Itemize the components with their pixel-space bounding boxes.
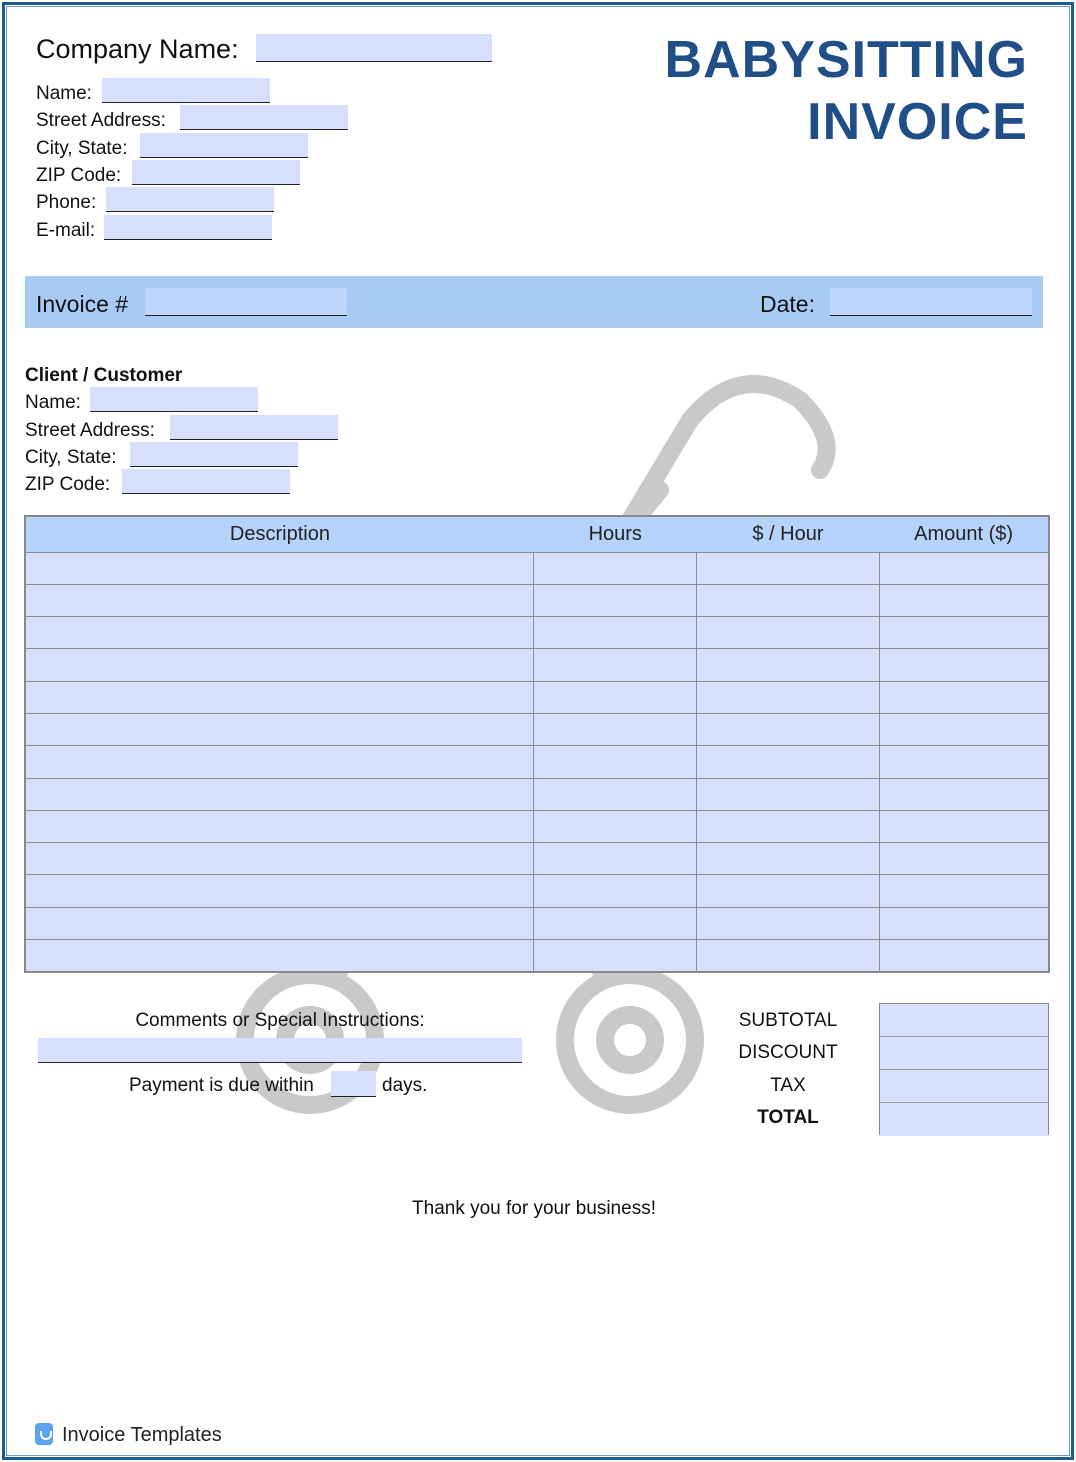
amount-cell[interactable] (879, 940, 1049, 972)
client-city-label: City, State: (25, 447, 117, 468)
hours-cell[interactable] (534, 617, 697, 649)
company-city-label: City, State: (36, 138, 128, 159)
amount-cell[interactable] (879, 810, 1049, 842)
tax-label: TAX (770, 1075, 806, 1096)
amount-cell[interactable] (879, 552, 1049, 584)
amount-cell[interactable] (879, 584, 1049, 616)
invoice-title-line2: INVOICE (807, 93, 1028, 151)
rate-cell[interactable] (697, 713, 880, 745)
line-items-table (24, 515, 1050, 973)
amount-cell[interactable] (879, 746, 1049, 778)
company-name-field[interactable] (256, 34, 492, 62)
table-row (25, 907, 1049, 939)
table-row (25, 552, 1049, 584)
rate-cell[interactable] (697, 552, 880, 584)
hours-cell[interactable] (534, 681, 697, 713)
company-zip-field[interactable] (132, 160, 300, 185)
company-zip-label: ZIP Code: (36, 165, 122, 186)
description-cell[interactable] (25, 649, 534, 681)
hours-cell[interactable] (534, 810, 697, 842)
payment-days-field[interactable] (331, 1071, 376, 1097)
comments-field[interactable] (38, 1038, 522, 1063)
hours-cell[interactable] (534, 875, 697, 907)
amount-cell[interactable] (879, 617, 1049, 649)
description-cell[interactable] (25, 843, 534, 875)
payment-due-suffix: days. (382, 1075, 428, 1096)
header-rate: $ / Hour (697, 516, 880, 552)
rate-cell[interactable] (697, 617, 880, 649)
description-cell[interactable] (25, 617, 534, 649)
description-cell[interactable] (25, 746, 534, 778)
header-description: Description (25, 516, 534, 552)
subtotal-label: SUBTOTAL (738, 1010, 838, 1031)
table-row (25, 681, 1049, 713)
hours-cell[interactable] (534, 843, 697, 875)
company-street-label: Street Address: (36, 110, 166, 131)
table-row (25, 584, 1049, 616)
client-heading: Client / Customer (25, 365, 183, 386)
company-contact-name-field[interactable] (102, 78, 270, 103)
table-row (25, 778, 1049, 810)
hours-cell[interactable] (534, 552, 697, 584)
table-row (25, 843, 1049, 875)
client-zip-label: ZIP Code: (25, 474, 111, 495)
client-city-field[interactable] (130, 442, 298, 467)
rate-cell[interactable] (697, 810, 880, 842)
rate-cell[interactable] (697, 875, 880, 907)
amount-cell[interactable] (879, 713, 1049, 745)
amount-cell[interactable] (879, 649, 1049, 681)
table-row (25, 940, 1049, 972)
invoice-number-field[interactable] (145, 288, 347, 316)
table-row (25, 746, 1049, 778)
rate-cell[interactable] (697, 649, 880, 681)
amount-cell[interactable] (879, 843, 1049, 875)
hours-cell[interactable] (534, 940, 697, 972)
description-cell[interactable] (25, 778, 534, 810)
amount-cell[interactable] (879, 875, 1049, 907)
discount-field[interactable] (880, 1037, 1048, 1070)
company-contact-name-label: Name: (36, 83, 92, 104)
tax-field[interactable] (880, 1070, 1048, 1103)
hours-cell[interactable] (534, 746, 697, 778)
table-row (25, 649, 1049, 681)
payment-due-prefix: Payment is due within (129, 1075, 314, 1096)
client-name-label: Name: (25, 392, 81, 413)
company-street-field[interactable] (180, 105, 348, 130)
description-cell[interactable] (25, 584, 534, 616)
thank-you-message: Thank you for your business! (412, 1198, 656, 1219)
total-label: TOTAL (757, 1107, 819, 1128)
hours-cell[interactable] (534, 649, 697, 681)
rate-cell[interactable] (697, 681, 880, 713)
client-street-field[interactable] (170, 415, 338, 440)
client-name-field[interactable] (90, 387, 258, 412)
amount-cell[interactable] (879, 778, 1049, 810)
amount-cell[interactable] (879, 681, 1049, 713)
rate-cell[interactable] (697, 940, 880, 972)
header-hours: Hours (534, 516, 697, 552)
amount-cell[interactable] (879, 907, 1049, 939)
invoice-number-label: Invoice # (36, 291, 129, 317)
table-row (25, 713, 1049, 745)
totals-values (879, 1003, 1049, 1135)
rate-cell[interactable] (697, 746, 880, 778)
table-row (25, 875, 1049, 907)
table-row (25, 810, 1049, 842)
client-zip-field[interactable] (122, 469, 290, 494)
table-row (25, 617, 1049, 649)
description-cell[interactable] (25, 907, 534, 939)
client-street-label: Street Address: (25, 420, 155, 441)
date-label: Date: (760, 291, 815, 317)
company-city-field[interactable] (140, 133, 308, 158)
hours-cell[interactable] (534, 584, 697, 616)
company-phone-label: Phone: (36, 192, 97, 213)
description-cell[interactable] (25, 681, 534, 713)
company-email-label: E-mail: (36, 220, 96, 241)
table-header-row (25, 516, 1049, 552)
comments-label: Comments or Special Instructions: (135, 1010, 425, 1031)
hours-cell[interactable] (534, 713, 697, 745)
company-phone-field[interactable] (106, 187, 274, 212)
hours-cell[interactable] (534, 778, 697, 810)
rate-cell[interactable] (697, 584, 880, 616)
description-cell[interactable] (25, 940, 534, 972)
subtotal-field[interactable] (880, 1004, 1048, 1037)
rate-cell[interactable] (697, 778, 880, 810)
footer-brand[interactable]: Invoice Templates (62, 1424, 222, 1446)
rate-cell[interactable] (697, 907, 880, 939)
description-cell[interactable] (25, 875, 534, 907)
date-field[interactable] (830, 288, 1032, 316)
header-amount: Amount ($) (879, 516, 1049, 552)
company-name-label: Company Name: (36, 34, 239, 64)
discount-label: DISCOUNT (738, 1042, 838, 1063)
description-cell[interactable] (25, 810, 534, 842)
rate-cell[interactable] (697, 843, 880, 875)
company-email-field[interactable] (104, 215, 272, 240)
description-cell[interactable] (25, 552, 534, 584)
hours-cell[interactable] (534, 907, 697, 939)
invoice-templates-logo-icon (35, 1423, 53, 1445)
total-field[interactable] (880, 1103, 1048, 1136)
invoice-title-line1: BABYSITTING (664, 31, 1028, 89)
description-cell[interactable] (25, 713, 534, 745)
